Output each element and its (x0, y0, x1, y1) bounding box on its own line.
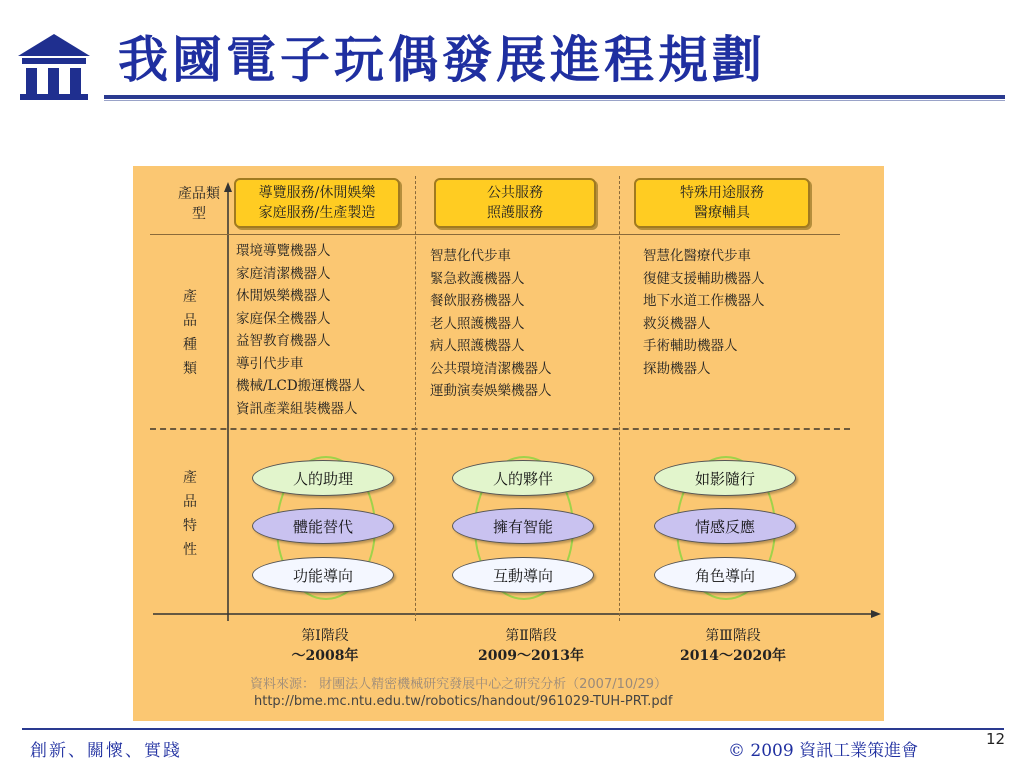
list-item: 導引代步車 (236, 355, 304, 372)
list-item: 運動演奏娛樂機器人 (430, 383, 552, 399)
product-list-stage-2 (430, 245, 552, 403)
list-item: 家庭保全機器人 (236, 310, 331, 327)
list-item: 探勘機器人 (643, 360, 711, 377)
list-item: 智慧化醫療代步車 (643, 248, 751, 264)
feature-pill: 人的夥伴 (452, 460, 594, 496)
stage-name: 第Ⅰ階段 (301, 628, 349, 644)
list-item: 益智教育機器人 (236, 333, 331, 349)
institution-logo-icon (14, 30, 94, 102)
header-line: 公共服務 (487, 185, 543, 201)
list-item: 機械/LCD搬運機器人 (236, 378, 366, 394)
row-label-product-type (178, 184, 220, 224)
footer-copyright: © 2009 資訊工業策進會 (728, 741, 919, 761)
stage-name: 第Ⅲ階段 (705, 628, 761, 644)
header-box-stage-2 (434, 178, 596, 228)
feature-pill: 情感反應 (654, 508, 796, 544)
stage-years: 2014～2020年 (680, 648, 786, 664)
column-divider-1 (415, 176, 416, 621)
list-item: 緊急救護機器人 (430, 270, 525, 287)
list-item: 家庭清潔機器人 (236, 265, 331, 282)
stage-years: 2009～2013年 (478, 648, 584, 664)
header-line: 特殊用途服務 (680, 185, 764, 201)
footer-rule (22, 728, 1004, 730)
slide-title: 我國電子玩偶發展進程規劃 (118, 30, 766, 89)
feature-pill: 人的助理 (252, 460, 394, 496)
title-underline-thin (104, 100, 1005, 101)
list-item: 環境導覽機器人 (236, 243, 331, 259)
column-divider-2 (619, 176, 620, 621)
source-citation: 資料來源： 財團法人精密機械研究發展中心之研究分析（2007/10/29） (250, 677, 668, 692)
list-item: 病人照護機器人 (430, 338, 525, 354)
product-list-stage-1 (236, 240, 365, 420)
row-label-product-type-text: 產品類型 (178, 186, 220, 222)
feature-pill: 功能導向 (252, 557, 394, 593)
stage-label-3 (663, 626, 803, 666)
header-line: 醫療輔具 (694, 205, 750, 221)
row-divider-dashed (150, 428, 850, 430)
header-line: 家庭服務/生產製造 (258, 205, 376, 221)
list-item: 智慧化代步車 (430, 248, 511, 264)
list-item: 地下水道工作機器人 (643, 293, 765, 309)
list-item: 公共環境清潔機器人 (430, 360, 552, 377)
source-url: http://bme.mc.ntu.edu.tw/robotics/handout/961029-TUH-PRT.pdf (254, 694, 673, 709)
feature-pill: 互動導向 (452, 557, 594, 593)
header-box-stage-1 (234, 178, 400, 228)
list-item: 手術輔助機器人 (643, 338, 738, 354)
feature-pill: 體能替代 (252, 508, 394, 544)
header-box-stage-3 (634, 178, 810, 228)
feature-pill: 如影隨行 (654, 460, 796, 496)
header-line: 照護服務 (487, 205, 543, 221)
list-item: 資訊產業組裝機器人 (236, 400, 358, 417)
product-list-stage-3 (643, 245, 765, 380)
feature-pill: 角色導向 (654, 557, 796, 593)
list-item: 老人照護機器人 (430, 315, 525, 332)
page-number: 12 (986, 730, 1006, 748)
list-item: 復健支援輔助機器人 (643, 270, 765, 287)
stage-label-1 (255, 626, 395, 666)
stage-name: 第Ⅱ階段 (505, 628, 557, 644)
row-label-product-kind: 產品種類 (183, 289, 197, 377)
row-label-product-feature: 產品特性 (183, 470, 197, 558)
stage-label-2 (461, 626, 601, 666)
row-divider-top (150, 234, 840, 235)
list-item: 休閒娛樂機器人 (236, 288, 331, 304)
list-item: 救災機器人 (643, 315, 711, 332)
feature-pill: 擁有智能 (452, 508, 594, 544)
header-line: 導覽服務/休閒娛樂 (258, 185, 376, 201)
list-item: 餐飲服務機器人 (430, 293, 525, 309)
title-underline (104, 95, 1005, 99)
footer-slogan: 創新、關懷、實踐 (30, 741, 182, 761)
stage-years: ～2008年 (291, 648, 359, 664)
